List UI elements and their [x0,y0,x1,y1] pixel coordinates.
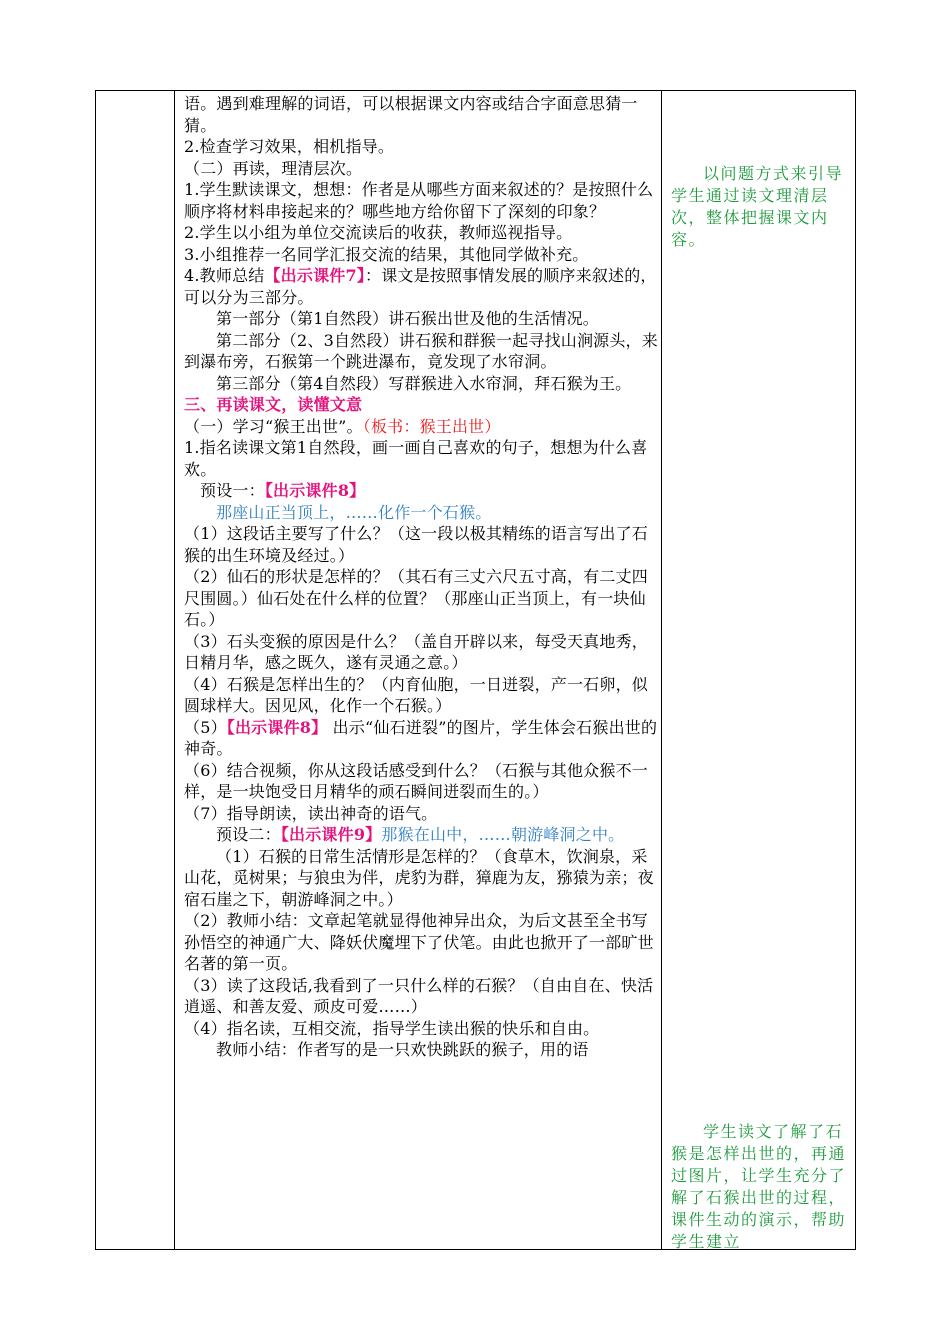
text-line: 第一部分（第1自然段）讲石猴出世及他的生活情况。 [216,309,599,328]
text-line: （3）读了这段话,我看到了一只什么样的石猴？（自由自在、快活逍遥、和善友爱、顽皮可爱……） [184,975,654,1016]
text-span: 预设一： [200,481,265,500]
text-line: （6）结合视频，你从这段话感受到什么？（石猴与其他众猴不一样，是一块饱受日月精华的顽石瞬间迸裂而生的。） [184,760,648,801]
text-line [184,416,660,438]
text-line: 2.学生以小组为单位交流读后的收获，教师巡视指导。 [184,223,573,242]
column-divider-right [661,91,662,1249]
text-span: 出示“仙石迸裂”的图片，学生体会石猴出世的神奇。 [184,717,658,758]
text-line: （4）指名读，互相交流，指导学生读出猴的快乐和自由。 [184,1018,600,1038]
text-line: （2）教师小结：文章起笔就显得他神异出众，为后文甚至全书写孙悟空的神通广大、降妖伏魔埋下了伏笔。由此也掀开了一部旷世名著的第一页。 [184,911,654,973]
design-intent-cell-2 [671,1121,852,1253]
courseware-tag: 【出示课件8】 [264,481,366,500]
text-line: 第二部分（2、3自然段）讲石猴和群猴一起寻找山涧源头，来到瀑布旁，石猴第一个跳进瀑布，竟发现了水帘洞。 [184,330,658,371]
text-span: 预设二： [216,825,281,844]
text-line [184,717,660,760]
quoted-text: 那座山正当顶上，……化作一个石猴。 [216,502,492,522]
lesson-plan-table [95,90,856,1250]
text-line: （3）石头变猴的原因是什么？（盖自开辟以来，每受天真地秀，日精月华，感之既久，遂有灵通之意。） [184,631,648,672]
teaching-process-cell [184,93,660,1061]
column-divider-left [174,91,175,1249]
text-span: （一）学习“猴王出世”。 [184,416,363,436]
text-line: （1）这段话主要写了什么？（这一段以极其精练的语言写出了石猴的出生环境及经过。） [184,524,648,565]
section-heading-3: 三、再读课文，读懂文意 [184,395,363,414]
text-line: 3.小组推荐一名同学汇报交流的结果，其他同学做补充。 [184,244,589,264]
text-line: 第三部分（第4自然段）写群猴进入水帘洞，拜石猴为王。 [216,373,632,393]
quoted-text: 那猴在山中，……朝游峰洞之中。 [381,825,625,844]
design-note: 以问题方式来引导学生通过读文理清层次，整体把握课文内容。 [671,164,844,249]
text-span: ：课文是按照事情发展的顺序来叙述的，可以分为三部分。 [184,266,657,307]
text-line: （2）仙石的形状是怎样的？（其石有三丈六尺五寸高，有二丈四尺围圆。）仙石处在什么样的位置？（那座山正当顶上，有一块仙石。） [184,567,648,629]
text-line [184,265,660,308]
design-intent-cell-1 [671,163,852,251]
text-span: （5） [184,717,227,737]
text-line [184,480,660,502]
section-heading: （二）再读，理清层次。 [184,158,363,178]
blackboard-note: （板书：猴王出世） [362,416,501,436]
courseware-tag: 【出示课件8】 [226,717,328,737]
text-line: 教师小结：作者写的是一只欢快跳跃的猴子，用的语 [216,1040,589,1059]
text-line: （1）石猴的日常生活情形是怎样的？（食草木，饮涧泉，采山花，觅树果；与狼虫为伴，虎豹为群，獐鹿为友，猕猿为亲；夜宿石崖之下，朝游峰洞之中。） [184,846,654,909]
text-line [184,824,660,846]
text-line: 1.指名读课文第1自然段，画一画自己喜欢的句子，想想为什么喜欢。 [184,438,648,479]
text-line: 语。遇到难理解的词语，可以根据课文内容或结合字面意思猜一猜。 [184,94,638,135]
courseware-tag: 【出示课件7】 [264,266,366,285]
text-line: （7）指导朗读，读出神奇的语气。 [184,803,438,823]
text-line: （4）石猴是怎样出生的？（内育仙胞，一日迸裂，产一石卵，似圆球样大。因见风，化作一个石猴。） [184,674,648,715]
text-line: 2.检查学习效果，相机指导。 [184,137,395,156]
design-note: 学生读文了解了石猴是怎样出世的，再通过图片，让学生充分了解了石猴出世的过程，课件生动的演示，帮助学生建立 [671,1122,847,1251]
courseware-tag: 【出示课件9】 [280,825,382,844]
text-span: 4.教师总结 [184,266,265,285]
text-line: 1.学生默读课文，想想：作者是从哪些方面来叙述的？是按照什么顺序将材料串接起来的？哪些地方给你留下了深刻的印象？ [184,180,654,221]
